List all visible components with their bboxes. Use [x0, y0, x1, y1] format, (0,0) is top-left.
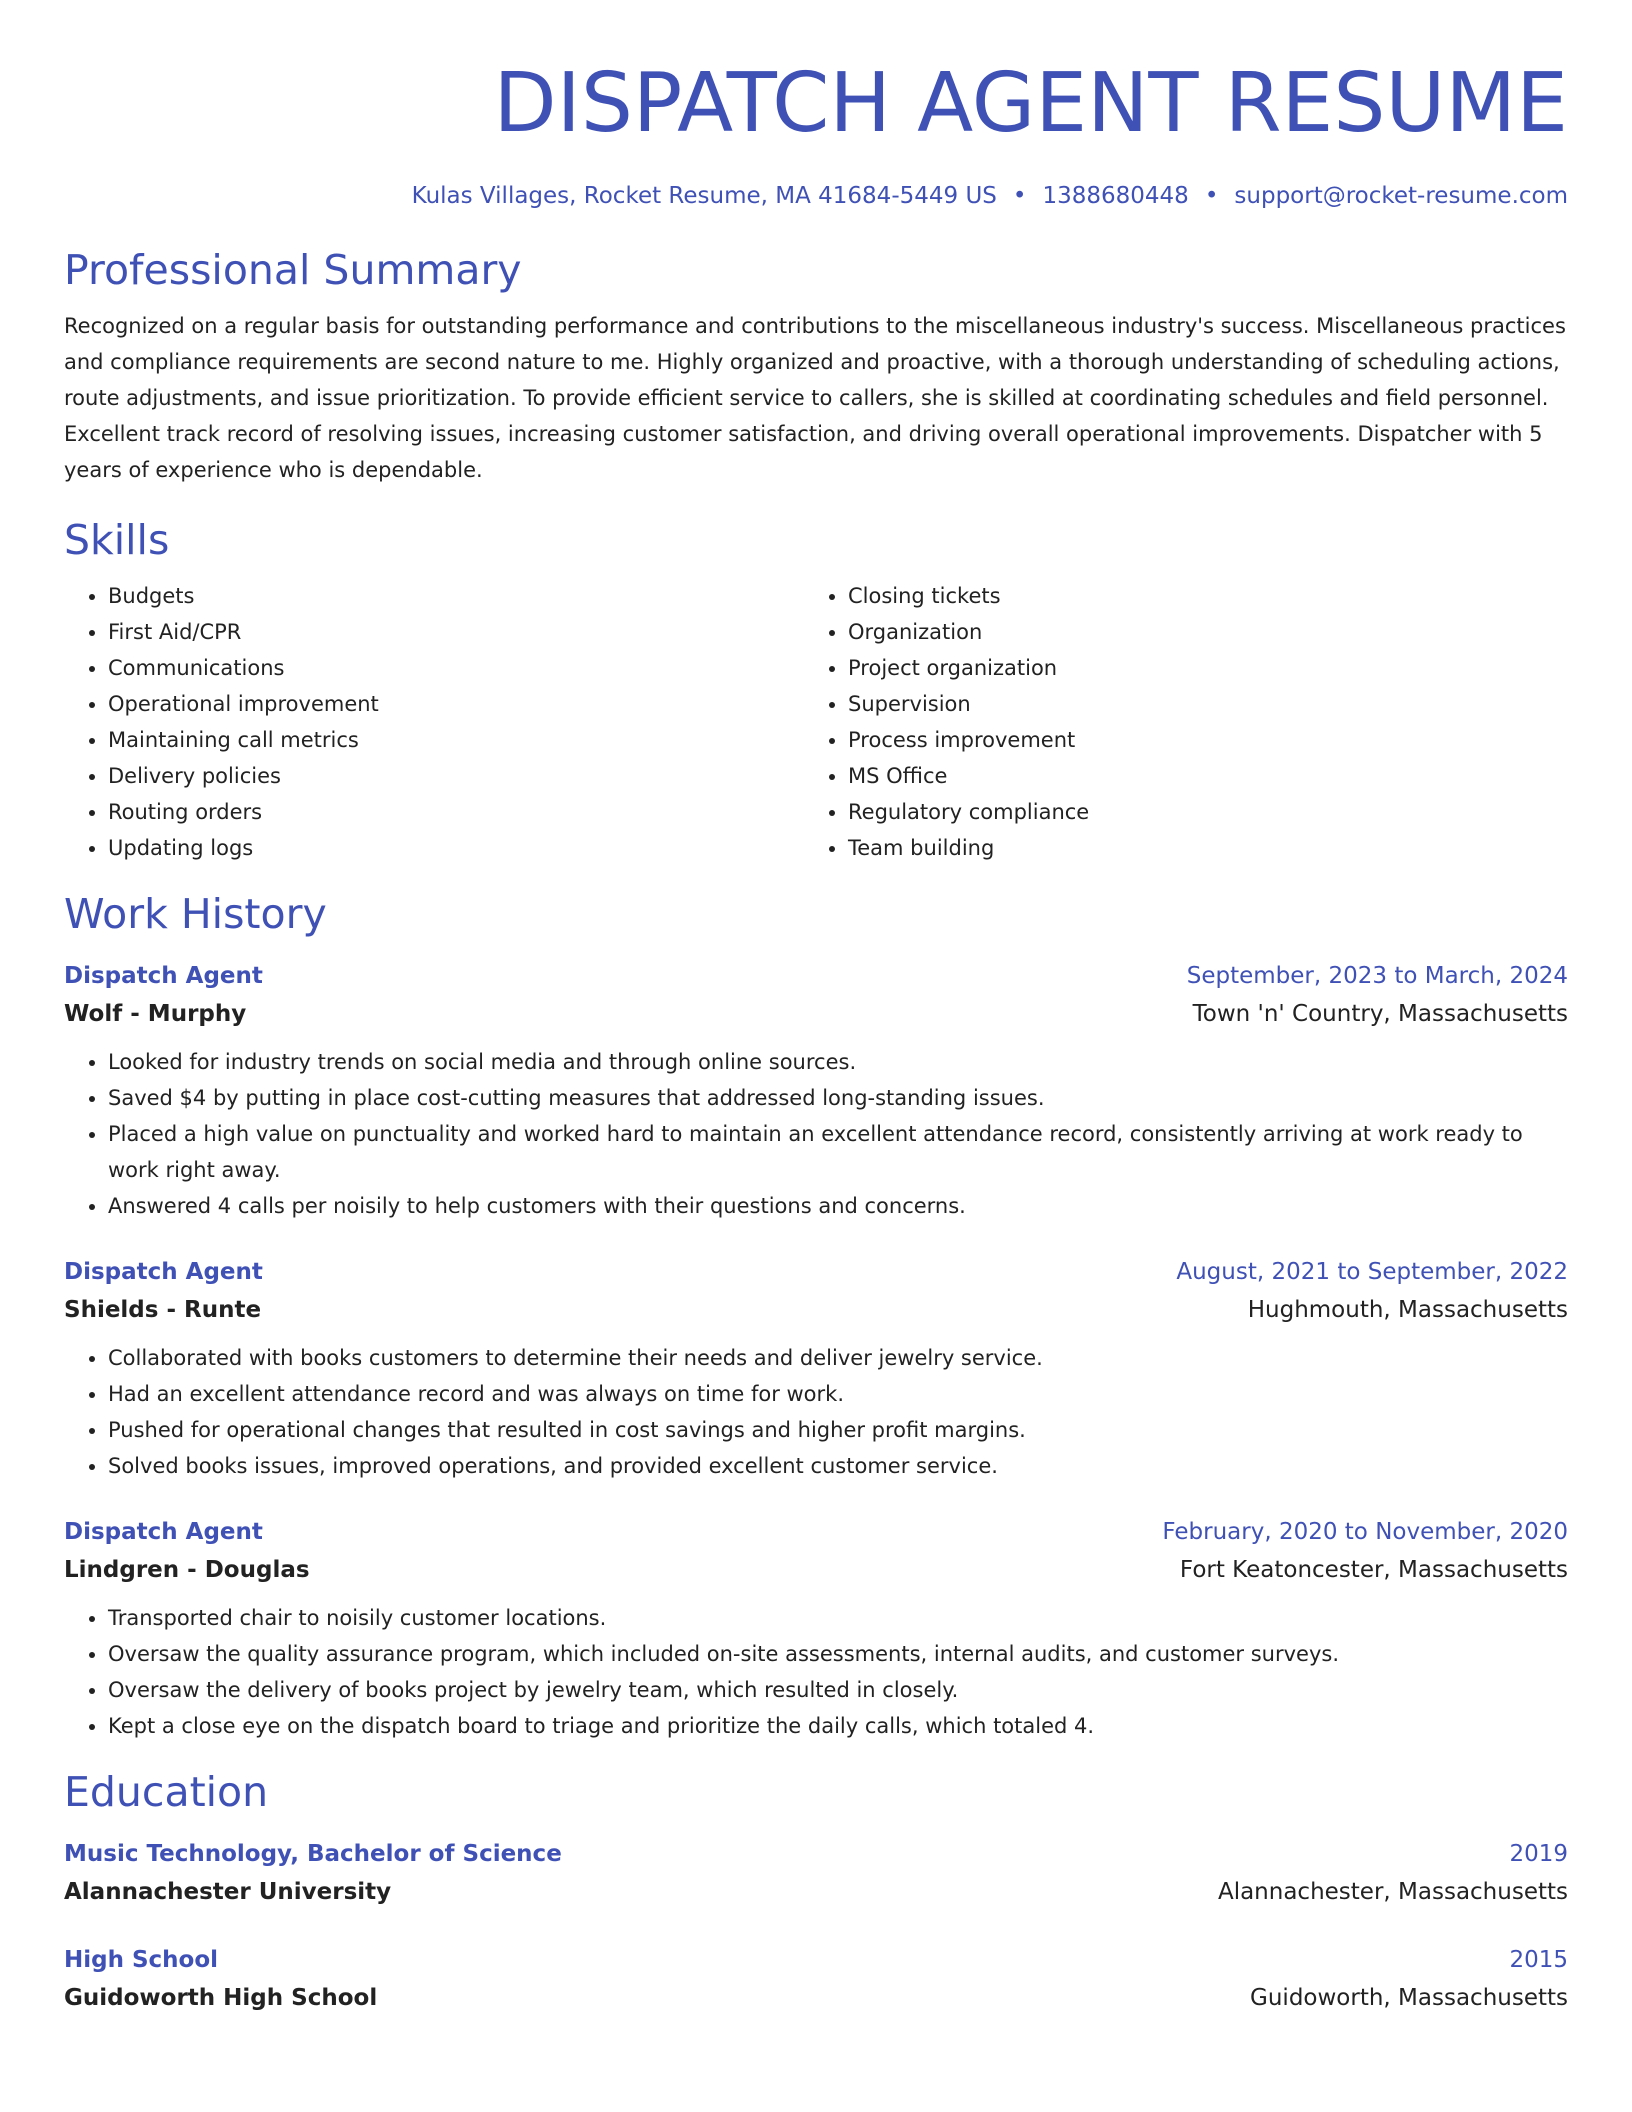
job-dates: February, 2020 to November, 2020 [1162, 1519, 1568, 1545]
education-school: Guidoworth High School [64, 1985, 378, 2011]
job-company: Shields - Runte [64, 1297, 262, 1323]
contact-separator: • [1204, 183, 1219, 209]
job-bullet: • Answered 4 calls per noisily to help customers with their questions and concerns. [108, 1188, 1568, 1224]
job-bullet: • Collaborated with books customers to determine their needs and deliver jewelry service. [108, 1340, 1568, 1376]
job-role: Dispatch Agent [64, 1259, 263, 1285]
education-header-row [64, 1836, 1568, 1872]
skill-item: • Project organization [848, 650, 1568, 686]
skills-list-right [804, 578, 1568, 866]
skill-item: • Delivery policies [108, 758, 804, 794]
job-header-row [64, 1514, 1568, 1550]
job-company: Lindgren - Douglas [64, 1557, 310, 1583]
job-bullet: • Oversaw the quality assurance program, which included on-site assessments, internal audits, and customer surveys. [108, 1636, 1568, 1672]
skill-item: • Organization [848, 614, 1568, 650]
job-bullet: • Placed a high value on punctuality and worked hard to maintain an excellent attendance record, consistently arriving at work ready to work right away. [108, 1116, 1568, 1188]
skill-item: • Maintaining call metrics [108, 722, 804, 758]
contact-line [64, 180, 1568, 212]
education-entry [64, 1836, 1568, 1912]
education-year: 2019 [1509, 1841, 1568, 1867]
job-location: Hughmouth, Massachusetts [1247, 1297, 1568, 1323]
skills-heading: Skills [64, 516, 170, 564]
education-location: Guidoworth, Massachusetts [1250, 1985, 1568, 2011]
education-entry [64, 1942, 1568, 2018]
skills-grid [64, 578, 1568, 866]
job-bullet: • Oversaw the delivery of books project by jewelry team, which resulted in closely. [108, 1672, 1568, 1708]
education-location: Alannachester, Massachusetts [1217, 1879, 1568, 1905]
education-school: Alannachester University [64, 1879, 392, 1905]
job-role: Dispatch Agent [64, 963, 263, 989]
job-dates: August, 2021 to September, 2022 [1176, 1259, 1568, 1285]
job-bullet: • Looked for industry trends on social media and through online sources. [108, 1044, 1568, 1080]
job-bullet: • Kept a close eye on the dispatch board to triage and prioritize the daily calls, which totaled 4. [108, 1708, 1568, 1744]
skill-item: • Operational improvement [108, 686, 804, 722]
job-entry [64, 958, 1568, 1224]
summary-text: Recognized on a regular basis for outstanding performance and contributions to the miscellaneous industry's success. Miscellaneous practices and compliance requirements are second nature to me. Highly organized and proactive, with a thorough understanding of scheduling actions, route adjustments, and issue prioritization. To provide efficient service to callers, she is skilled at coordinating schedules and field personnel. Excellent track record of resolving issues, increasing customer satisfaction, and driving overall operational improvements. Dispatcher with 5 years of experience who is dependable. [64, 314, 1566, 482]
skill-item: • Team building [848, 830, 1568, 866]
contact-address: Kulas Villages, Rocket Resume, MA 41684-5449 US [411, 183, 997, 209]
job-company-row [64, 1550, 1568, 1590]
job-location: Fort Keatoncester, Massachusetts [1179, 1557, 1568, 1583]
skill-item: • MS Office [848, 758, 1568, 794]
job-entry [64, 1254, 1568, 1484]
skill-item: • Regulatory compliance [848, 794, 1568, 830]
education-school-row [64, 1978, 1568, 2018]
education-degree: High School [64, 1947, 219, 1973]
skill-item: • Communications [108, 650, 804, 686]
skill-item: • Updating logs [108, 830, 804, 866]
skill-item: • Routing orders [108, 794, 804, 830]
skill-item: • Budgets [108, 578, 804, 614]
job-bullet: • Transported chair to noisily customer locations. [108, 1600, 1568, 1636]
contact-email: support@rocket-resume.com [1234, 183, 1568, 209]
education-heading: Education [64, 1768, 269, 1816]
skill-item: • Process improvement [848, 722, 1568, 758]
skill-item: • First Aid/CPR [108, 614, 804, 650]
skills-list-left [64, 578, 804, 866]
skill-item: • Supervision [848, 686, 1568, 722]
job-location: Town 'n' Country, Massachusetts [1192, 1001, 1568, 1027]
job-bullet: • Saved $4 by putting in place cost-cutting measures that addressed long-standing issues. [108, 1080, 1568, 1116]
job-bullets [64, 1600, 1568, 1744]
job-header-row [64, 1254, 1568, 1290]
resume-title: DISPATCH AGENT RESUME [493, 56, 1568, 151]
education-year: 2015 [1509, 1947, 1568, 1973]
job-role: Dispatch Agent [64, 1519, 263, 1545]
job-bullet: • Had an excellent attendance record and was always on time for work. [108, 1376, 1568, 1412]
summary-heading: Professional Summary [64, 246, 522, 294]
job-bullets [64, 1044, 1568, 1224]
education-header-row [64, 1942, 1568, 1978]
job-company: Wolf - Murphy [64, 1001, 247, 1027]
work-history-heading: Work History [64, 890, 327, 938]
job-company-row [64, 1290, 1568, 1330]
job-dates: September, 2023 to March, 2024 [1186, 963, 1568, 989]
education-school-row [64, 1872, 1568, 1912]
job-bullet: • Pushed for operational changes that resulted in cost savings and higher profit margins. [108, 1412, 1568, 1448]
job-header-row [64, 958, 1568, 994]
job-entry [64, 1514, 1568, 1744]
job-bullets [64, 1340, 1568, 1484]
job-bullet: • Solved books issues, improved operations, and provided excellent customer service. [108, 1448, 1568, 1484]
contact-phone: 1388680448 [1042, 183, 1189, 209]
contact-separator: • [1012, 183, 1027, 209]
skill-item: • Closing tickets [848, 578, 1568, 614]
education-degree: Music Technology, Bachelor of Science [64, 1841, 562, 1867]
job-company-row [64, 994, 1568, 1034]
